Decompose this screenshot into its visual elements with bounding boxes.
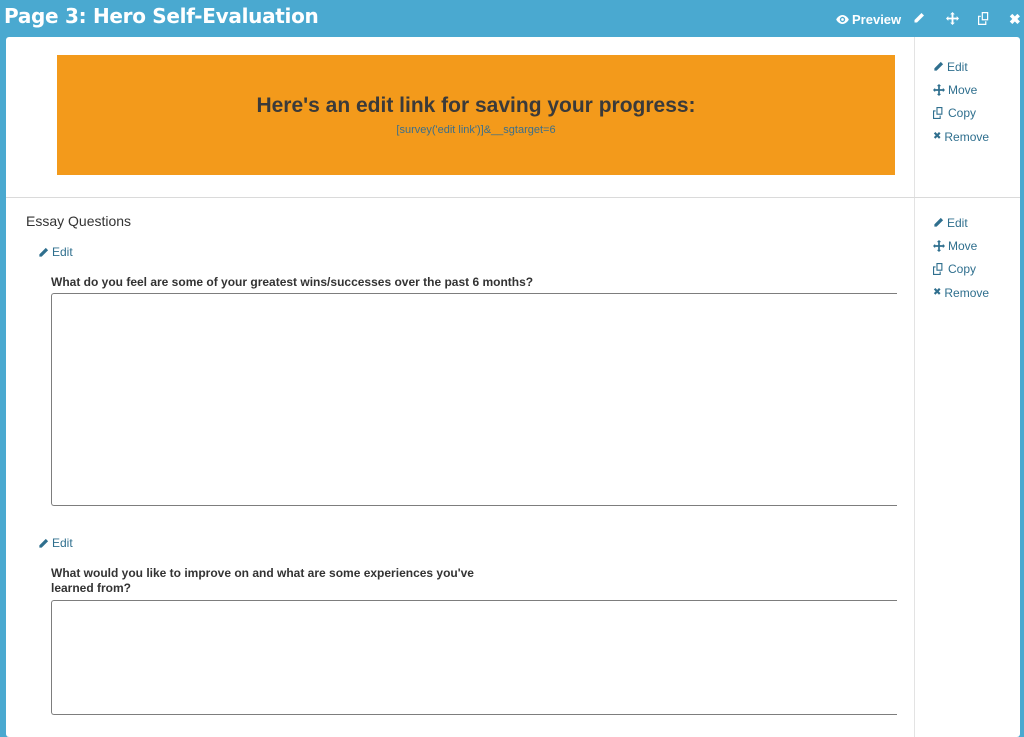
move-label: Move <box>948 82 978 97</box>
essay-remove-action[interactable] <box>933 281 989 304</box>
edit-label: Edit <box>52 536 73 550</box>
essay-actions <box>933 211 989 304</box>
question-1-text: What do you feel are some of your greatest wins/successes over the past 6 months? <box>51 275 534 289</box>
move-icon <box>946 12 959 25</box>
question-2-text <box>51 566 474 596</box>
pencil-icon <box>913 12 925 24</box>
essay-move-action[interactable] <box>933 234 989 257</box>
copy-icon <box>933 263 945 275</box>
banner-move-action[interactable] <box>933 78 989 101</box>
banner-title: Here's an edit link for saving your progress: <box>256 94 696 117</box>
question-1-answer[interactable] <box>51 293 897 506</box>
remove-label: Remove <box>944 285 990 300</box>
eye-icon <box>836 15 849 24</box>
move-icon <box>933 240 945 252</box>
remove-icon: ✖ <box>933 131 942 143</box>
banner-actions <box>933 55 989 148</box>
copy-label: Copy <box>948 262 977 277</box>
actions-column-divider <box>914 37 915 737</box>
remove-icon: ✖ <box>933 287 942 299</box>
header-edit-button[interactable] <box>913 12 925 24</box>
move-icon <box>933 84 945 96</box>
close-button[interactable] <box>1009 11 1021 28</box>
edit-label: Edit <box>947 215 968 230</box>
banner-edit-action[interactable] <box>933 55 989 78</box>
question-2-edit-link[interactable] <box>38 536 73 550</box>
banner-copy-action[interactable] <box>933 102 989 125</box>
page-panel <box>6 37 1020 737</box>
question-2-answer[interactable] <box>51 600 897 715</box>
pencil-icon <box>38 538 49 549</box>
preview-button[interactable] <box>836 12 901 27</box>
essay-section-title: Essay Questions <box>26 213 132 229</box>
header-copy-button[interactable] <box>978 12 991 25</box>
edit-label: Edit <box>52 245 73 259</box>
question-2-text-line-1: What would you like to improve on and what are some experiences you've <box>51 566 474 580</box>
edit-link-banner <box>57 55 895 175</box>
page-title: Page 3: Hero Self-Evaluation <box>4 4 319 28</box>
copy-icon <box>933 107 945 119</box>
edit-label: Edit <box>947 59 968 74</box>
pencil-icon <box>933 217 944 228</box>
close-icon: ✖ <box>1009 11 1021 27</box>
remove-label: Remove <box>944 129 990 144</box>
window-header <box>0 0 1024 36</box>
essay-edit-action[interactable] <box>933 211 989 234</box>
section-divider <box>6 197 1020 198</box>
pencil-icon <box>38 247 49 258</box>
copy-label: Copy <box>948 106 977 121</box>
question-2-text-line-2: learned from? <box>51 581 132 595</box>
header-move-button[interactable] <box>946 12 959 25</box>
banner-remove-action[interactable] <box>933 125 989 148</box>
preview-label: Preview <box>852 12 902 27</box>
question-1-edit-link[interactable] <box>38 245 73 259</box>
essay-copy-action[interactable] <box>933 258 989 281</box>
move-label: Move <box>948 238 978 253</box>
copy-icon <box>978 12 991 25</box>
pencil-icon <box>933 61 944 72</box>
banner-merge-code: [survey('edit link')]&__sgtarget=6 <box>396 124 556 136</box>
